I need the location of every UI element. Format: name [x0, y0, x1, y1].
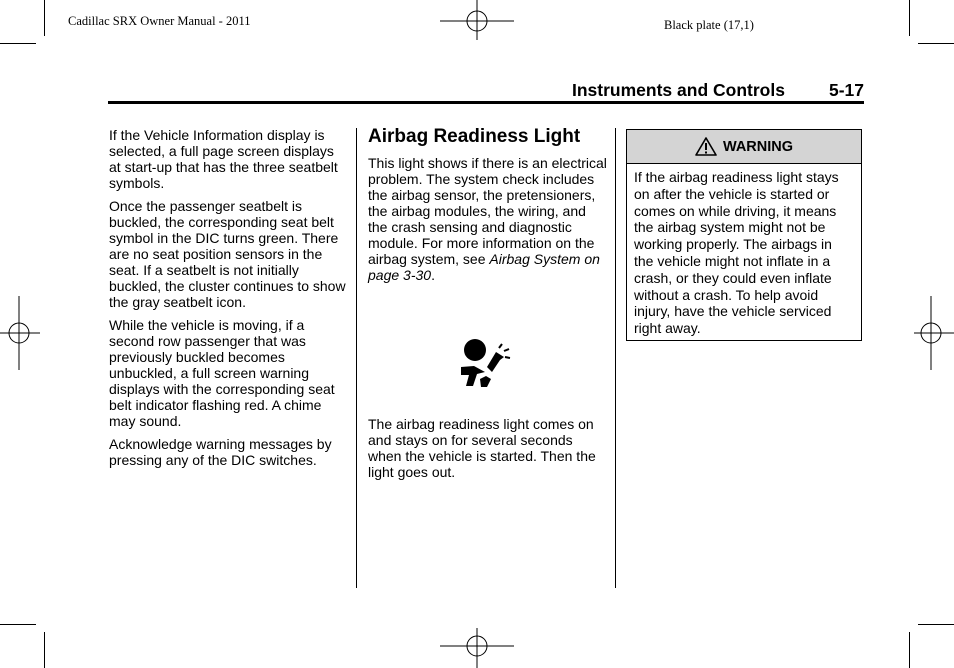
- paragraph: [368, 155, 608, 283]
- column-divider: [615, 128, 616, 588]
- registration-mark-bottom: [440, 628, 514, 668]
- warning-box: [626, 129, 862, 341]
- column-divider: [356, 128, 357, 588]
- warning-triangle-icon: [695, 137, 717, 156]
- paragraph: Once the passenger seatbelt is buckled, the corresponding seat belt symbol in the DIC turns green. There are no seat position sensors in the seat. If a seatbelt is not initially buckled, the cluster continues to show the gray seatbelt icon.: [109, 198, 346, 310]
- crop-mark: [44, 632, 45, 668]
- paragraph-text: This light shows if there is an electrical problem. The system check includes the airbag sensor, the pretensioners, the airbag modules, the wiring, and the crash sensing and diagnostic module. For more information on the airbag system, see: [368, 155, 607, 267]
- middle-column: [368, 155, 608, 290]
- print-meta-right: Black plate (17,1): [664, 18, 754, 32]
- section-title: Instruments and Controls: [572, 80, 785, 100]
- warning-header: [627, 130, 861, 164]
- crop-mark: [0, 43, 36, 44]
- paragraph: If the Vehicle Information display is selected, a full page screen displays at start-up that has the three seatbelt symbols.: [109, 127, 338, 191]
- crop-mark: [918, 43, 954, 44]
- registration-mark-left: [0, 296, 40, 370]
- crop-mark: [0, 624, 36, 625]
- crop-mark: [909, 0, 910, 36]
- page-number: 5-17: [828, 80, 864, 100]
- crop-mark: [44, 0, 45, 36]
- warning-text: If the airbag readiness light stays on after the vehicle is started or comes on while driving, it means the airbag system might not be working properly. The airbags in the vehicle might not inflate in a crash, or they could even inflate without a crash. To help avoid injury, have the vehicle serviced right away.: [634, 169, 839, 337]
- paragraph: The airbag readiness light comes on and stays on for several seconds when the vehicle is started. Then the light goes out.: [368, 416, 596, 480]
- cross-reference-link[interactable]: Airbag System on page 3-30: [368, 251, 600, 283]
- crop-mark: [918, 624, 954, 625]
- paragraph-end: .: [431, 267, 435, 283]
- registration-mark-top: [440, 0, 514, 44]
- airbag-readiness-icon: [458, 338, 514, 390]
- crop-mark: [909, 632, 910, 668]
- warning-label: WARNING: [722, 138, 794, 155]
- print-meta-left: Cadillac SRX Owner Manual - 2011: [68, 14, 251, 28]
- middle-column-lower: [368, 416, 608, 487]
- left-column: [109, 127, 349, 475]
- paragraph: Acknowledge warning messages by pressing any of the DIC switches.: [109, 436, 332, 468]
- registration-mark-right: [914, 296, 954, 370]
- header-rule: [108, 101, 864, 104]
- paragraph: While the vehicle is moving, if a second row passenger that was previously buckled becomes unbuckled, a full screen warning displays with the corresponding seat belt indicator flashing red. A chime may sound.: [109, 317, 335, 429]
- section-heading: Airbag Readiness Light: [368, 126, 581, 147]
